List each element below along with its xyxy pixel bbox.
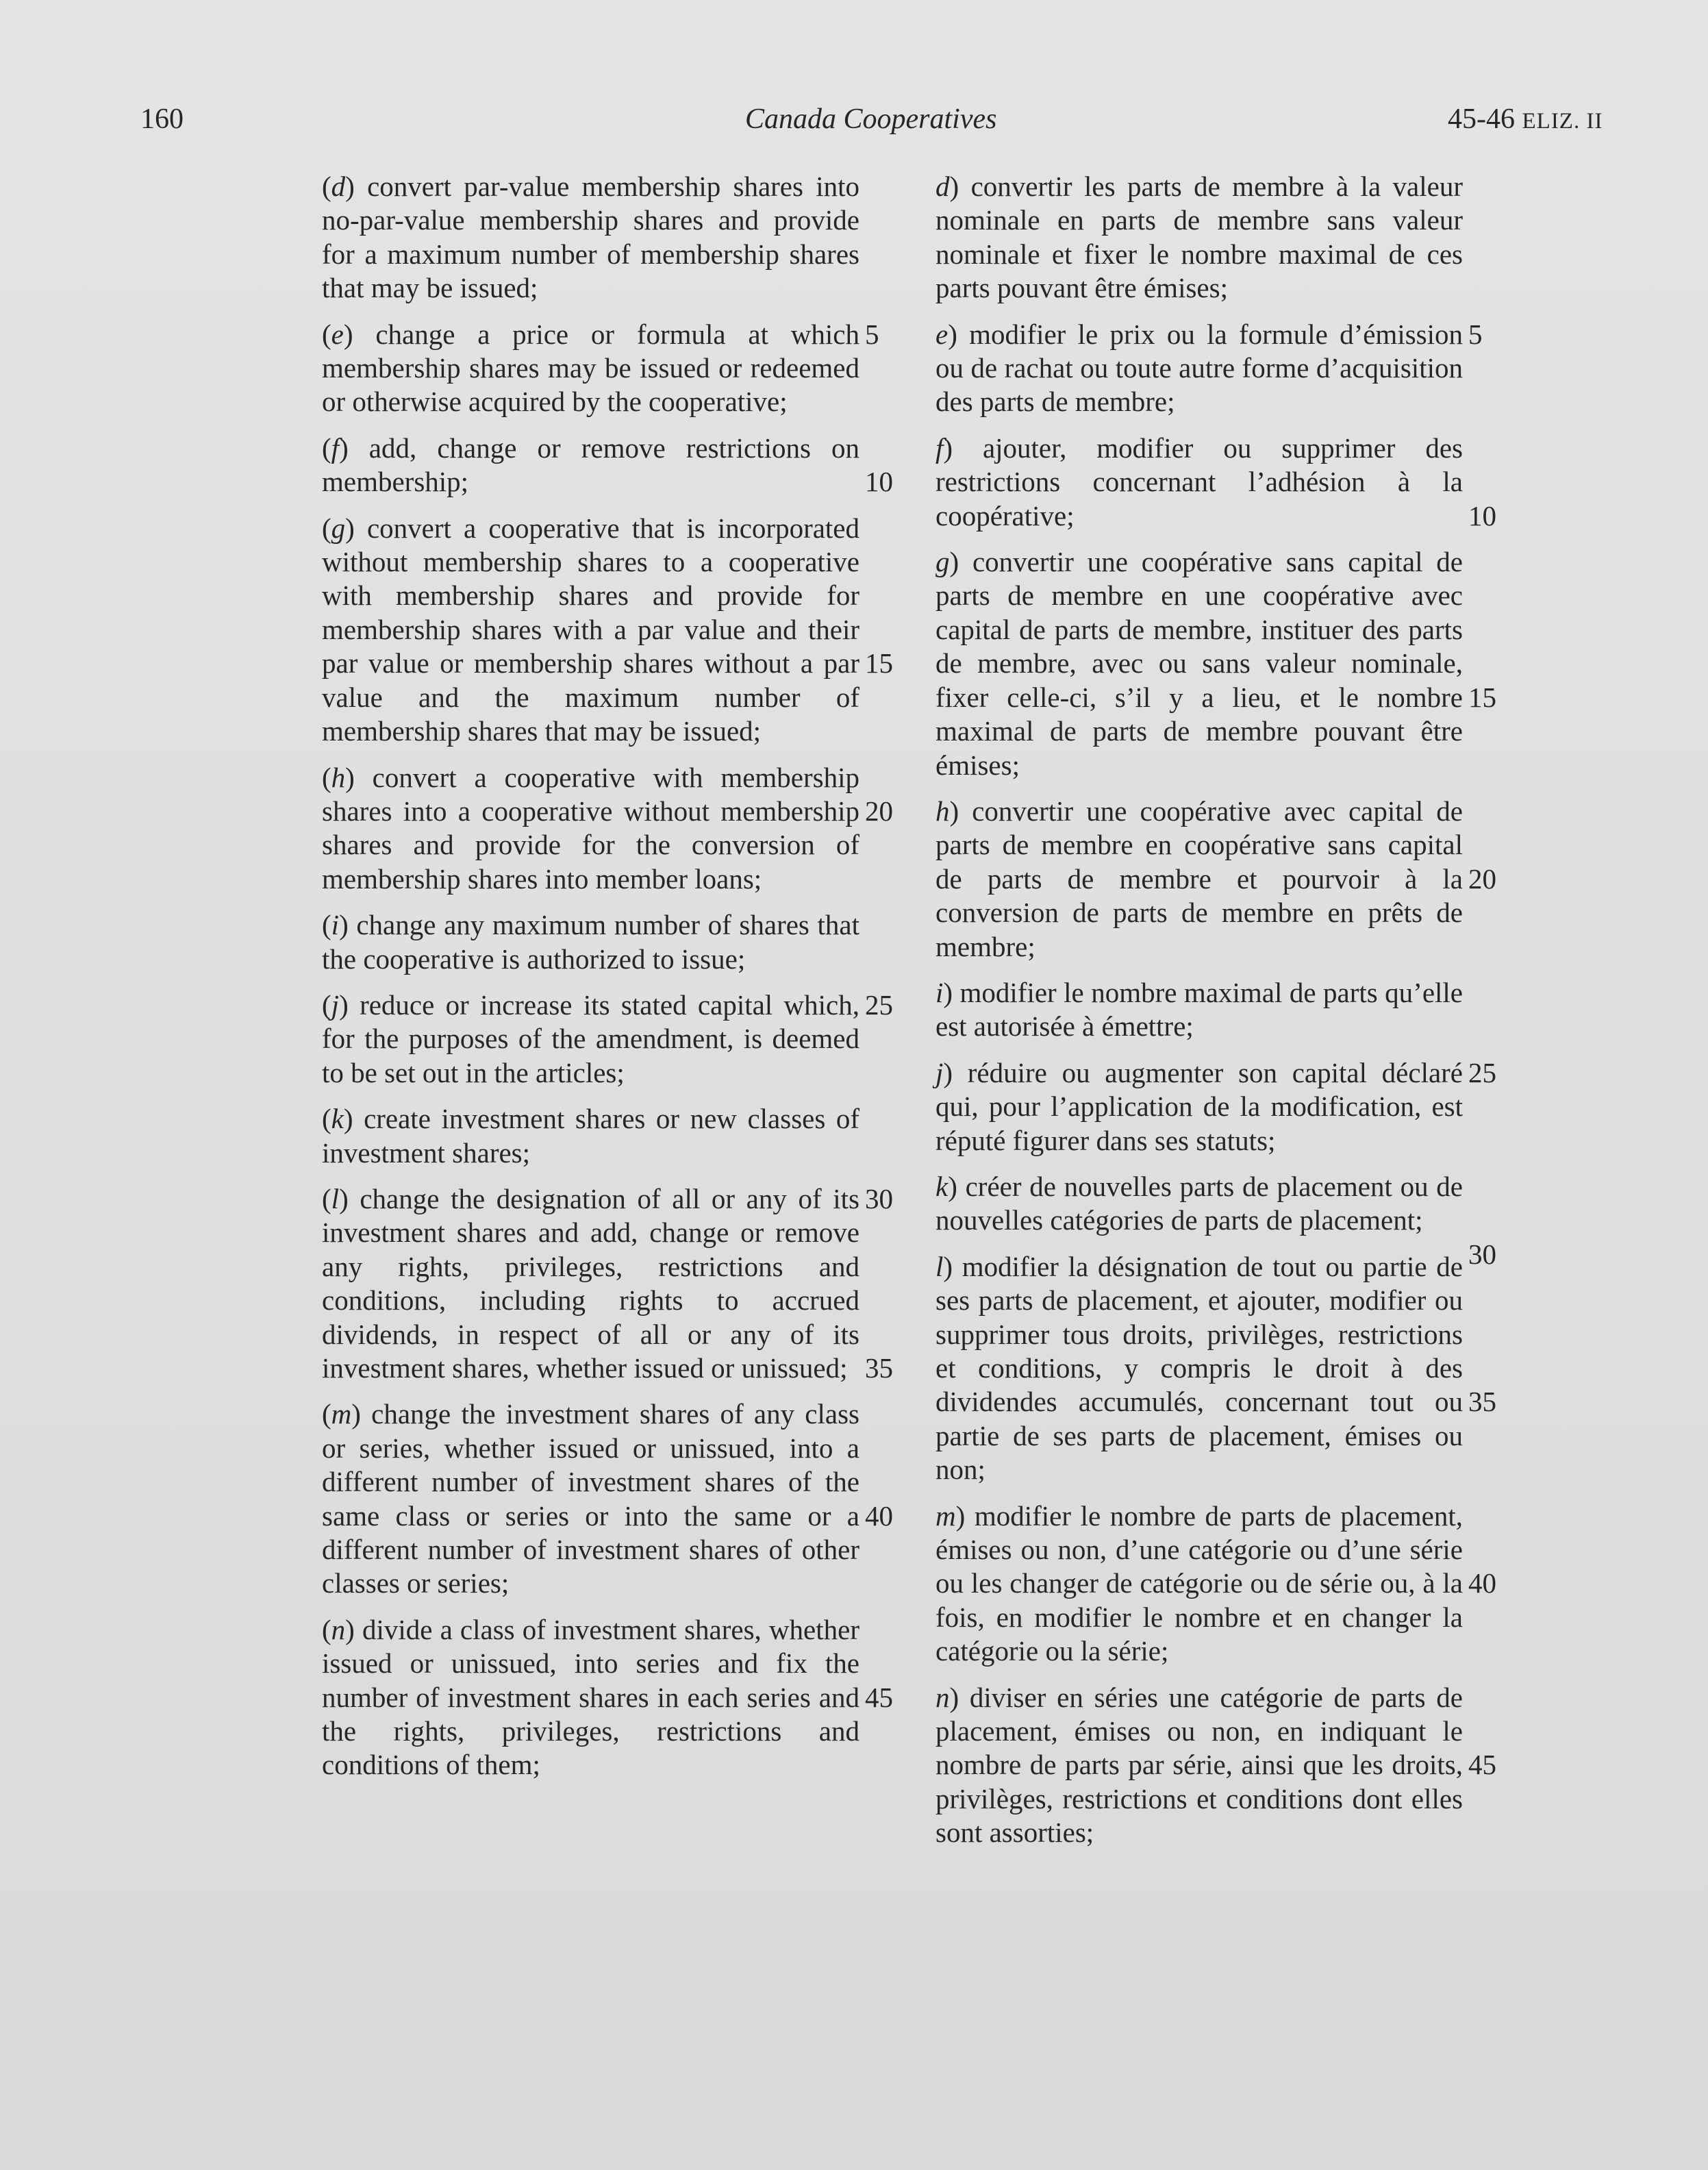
line-number: 40 bbox=[1468, 1567, 1496, 1599]
clause-text: convertir une coopérative avec capital de parts de membre en coopérative sans capital de parts de membre et pourvoir à la conversion de parts de membre en prêts de membre; bbox=[935, 795, 1463, 962]
clause-label: n) bbox=[935, 1681, 970, 1713]
clause-text: ajouter, modifier ou supprimer des restrictions concernant l’adhésion à la coopérative; bbox=[935, 432, 1464, 532]
english-clause-j bbox=[322, 988, 893, 1090]
clause-label: (n) bbox=[322, 1613, 362, 1645]
english-clause-n bbox=[322, 1613, 893, 1782]
line-number: 15 bbox=[865, 647, 893, 679]
clause-label: e) bbox=[935, 318, 970, 350]
line-number: 35 bbox=[1468, 1386, 1496, 1418]
line-number: 40 bbox=[865, 1499, 893, 1532]
clause-label: i) bbox=[935, 976, 960, 1008]
clause-text: change any maximum number of shares that the cooperative is authorized to issue; bbox=[322, 909, 859, 975]
line-number: 35 bbox=[865, 1351, 893, 1384]
line-number: 25 bbox=[1468, 1056, 1496, 1088]
clause-label: (i) bbox=[322, 909, 357, 941]
line-number: 30 bbox=[865, 1182, 893, 1214]
clause-label: (d) bbox=[322, 171, 368, 202]
clause-text: modifier le nombre de parts de placement, émises ou non, d’une catégorie ou d’une série ou les changer de catégorie ou de série ou, à la fois, en modifier le nombre et en changer la catégorie ou la série; bbox=[935, 1499, 1463, 1667]
clause-label: f) bbox=[935, 432, 983, 464]
clause-text: change the designation of all or any of its investment shares and add, change or remove any rights, privileges, restrictions and conditions, including rights to accrued dividends, in respect of all or any of its investment shares, whether issued or unissued; bbox=[322, 1182, 859, 1384]
line-number: 20 bbox=[865, 795, 893, 827]
clause-text: divide a class of investment shares, whether issued or unissued, into series and fix the number of investment shares in each series and the rights, privileges, restrictions and conditions of them; bbox=[322, 1613, 859, 1781]
running-title: Canada Cooperatives bbox=[745, 103, 997, 135]
english-clause-m bbox=[322, 1397, 893, 1600]
regnal-year-smallcaps: ELIZ. II bbox=[1522, 109, 1603, 134]
line-number: 5 bbox=[865, 318, 879, 350]
clause-text: modifier la désignation de tout ou partie de ses parts de placement, et ajouter, modifier ou supprimer tous droits, privilèges, restrictions et conditions, y compris le droit à des dividendes accumulés, concernant tout ou partie de ses parts de placement, émises ou non; bbox=[935, 1250, 1463, 1486]
english-column bbox=[322, 170, 893, 1795]
english-clause-d bbox=[322, 170, 859, 305]
clause-text: change a price or formula at which membership shares may be issued or redeemed or otherwise acquired by the cooperative; bbox=[322, 318, 859, 418]
french-clause-j bbox=[935, 1056, 1496, 1158]
french-clause-i bbox=[935, 976, 1463, 1044]
clause-text: convertir les parts de membre à la valeur nominale en parts de membre sans valeur nominale et fixer le nombre maximal de ces parts pouvant être émises; bbox=[935, 171, 1463, 304]
clause-label: g) bbox=[935, 546, 972, 578]
clause-label: (l) bbox=[322, 1182, 360, 1214]
line-number: 45 bbox=[865, 1681, 893, 1713]
clause-text: convertir une coopérative sans capital de parts de membre en une coopérative avec capital de parts de membre, instituer des parts de membre, avec ou sans valeur nominale, fixer celle-ci, s’il y a lieu, et le nombre maximal de parts de membre pouvant être émises; bbox=[935, 546, 1464, 781]
french-clause-f bbox=[935, 432, 1496, 533]
line-number: 15 bbox=[1468, 681, 1496, 713]
english-clause-h bbox=[322, 761, 893, 897]
english-clause-f bbox=[322, 432, 893, 499]
line-number: 30 bbox=[1468, 1238, 1496, 1270]
clause-label: (m) bbox=[322, 1398, 372, 1430]
clause-text: réduire ou augmenter son capital déclaré qui, pour l’application de la modification, est réputé figurer dans ses statuts; bbox=[935, 1056, 1464, 1156]
clause-label: k) bbox=[935, 1170, 966, 1202]
clause-label: (k) bbox=[322, 1103, 364, 1135]
english-clause-i bbox=[322, 908, 859, 976]
clause-label: (j) bbox=[322, 988, 360, 1021]
clause-text: add, change or remove restrictions on membership; bbox=[322, 432, 859, 498]
french-clause-k bbox=[935, 1170, 1496, 1270]
french-clause-h bbox=[935, 795, 1496, 964]
english-clause-e bbox=[322, 318, 879, 419]
english-clause-g bbox=[322, 512, 893, 749]
clause-text: convert a cooperative with membership shares into a cooperative without membership shares and provide for the conversion of membership shares into member loans; bbox=[322, 761, 860, 895]
clause-label: (g) bbox=[322, 512, 367, 544]
english-clause-l bbox=[322, 1182, 893, 1385]
clause-label: j) bbox=[935, 1056, 968, 1088]
line-number: 20 bbox=[1468, 862, 1496, 895]
clause-text: diviser en séries une catégorie de parts de placement, émises ou non, en indiquant le nombre de parts par série, ainsi que les droits, privilèges, restrictions et conditions dont elles sont assorties; bbox=[935, 1681, 1464, 1849]
french-clause-n bbox=[935, 1681, 1496, 1850]
clause-label: m) bbox=[935, 1499, 975, 1532]
line-number: 45 bbox=[1468, 1749, 1496, 1781]
line-number: 10 bbox=[1468, 499, 1496, 532]
clause-text: modifier le nombre maximal de parts qu’elle est autorisée à émettre; bbox=[935, 976, 1463, 1043]
french-column bbox=[935, 170, 1496, 1862]
french-clause-d bbox=[935, 170, 1463, 305]
clause-label: l) bbox=[935, 1250, 962, 1282]
clause-label: (f) bbox=[322, 432, 369, 464]
english-clause-k bbox=[322, 1102, 859, 1170]
clause-label: (h) bbox=[322, 761, 373, 793]
clause-text: créer de nouvelles parts de placement ou de nouvelles catégories de parts de placement; bbox=[935, 1170, 1463, 1236]
clause-text: create investment shares or new classes of investment shares; bbox=[322, 1103, 859, 1169]
clause-text: convert a cooperative that is incorporated without membership shares to a cooperative with membership shares and provide for membership shares with a par value and their par value or membership shares without a par value and the maximum number of membership shares that may be issued; bbox=[322, 512, 860, 747]
french-clause-m bbox=[935, 1499, 1496, 1669]
clause-label: h) bbox=[935, 795, 972, 827]
french-clause-e bbox=[935, 318, 1483, 419]
clause-text: reduce or increase its stated capital which, for the purposes of the amendment, is deemed to be set out in the articles; bbox=[322, 988, 859, 1088]
regnal-year bbox=[1448, 103, 1603, 136]
page-number: 160 bbox=[140, 103, 184, 135]
clause-label: d) bbox=[935, 171, 971, 202]
french-clause-g bbox=[935, 545, 1496, 782]
regnal-year-prefix: 45-46 bbox=[1448, 103, 1522, 135]
line-number: 5 bbox=[1468, 318, 1483, 350]
clause-text: convert par-value membership shares into no-par-value membership shares and provide for a maximum number of membership shares that may be issued; bbox=[322, 171, 859, 304]
clause-label: (e) bbox=[322, 318, 376, 350]
clause-text: change the investment shares of any class or series, whether issued or unissued, into a different number of investment shares of the same class or series or into the same or a different number of investment shares of other classes or series; bbox=[322, 1398, 860, 1599]
clause-text: modifier le prix ou la formule d’émission ou de rachat ou toute autre forme d’acquisition des parts de membre; bbox=[935, 318, 1464, 418]
line-number: 10 bbox=[865, 466, 893, 498]
line-number: 25 bbox=[865, 988, 893, 1021]
